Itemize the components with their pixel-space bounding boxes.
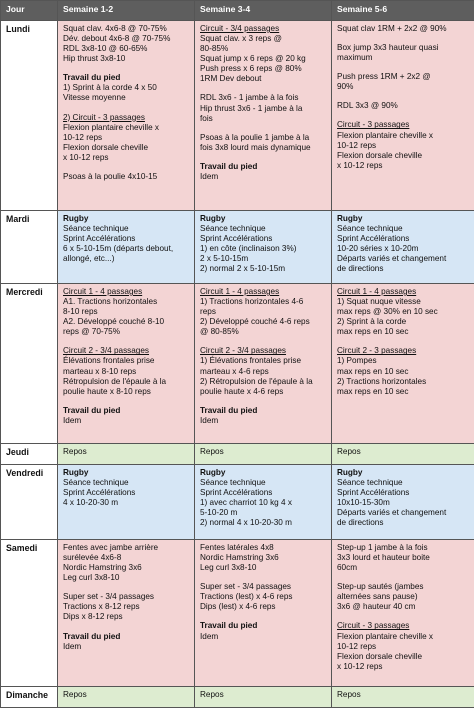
section-title: Rugby <box>200 214 226 223</box>
exercise-line: max reps en 10 sec <box>337 366 409 376</box>
exercise-line: 2) Tractions horizontales <box>337 376 427 386</box>
day-label: Dimanche <box>1 687 58 708</box>
table-row <box>1 284 474 444</box>
session-cell <box>332 211 474 284</box>
exercise-line: Hip thrust 3x6 - 1 jambe à la <box>200 103 303 113</box>
day-label: Vendredi <box>1 465 58 540</box>
exercise-line: Idem <box>200 415 219 425</box>
exercise-line: Super set - 3/4 passages <box>200 582 292 592</box>
session-cell <box>195 687 332 708</box>
section-title: Travail du pied <box>63 631 121 641</box>
header-week-3-4: Semaine 3-4 <box>195 1 332 21</box>
spacer <box>63 397 189 406</box>
section-title: Rugby <box>63 468 89 477</box>
exercise-line: Idem <box>63 641 82 651</box>
day-label: Mercredi <box>1 284 58 444</box>
exercise-line: Nordic Hamstring 3x6 <box>200 553 279 563</box>
exercise-line: Fentes latérales 4x8 <box>200 543 274 552</box>
table-row <box>1 444 474 465</box>
header-week-5-6: Semaine 5-6 <box>332 1 474 21</box>
spacer <box>63 104 189 113</box>
exercise-line: Séance technique <box>337 224 403 234</box>
section-title: Rugby <box>337 468 363 477</box>
exercise-line: Sprint Accélérations <box>337 488 410 498</box>
header-row <box>1 1 474 21</box>
spacer <box>63 623 189 632</box>
section-title: Rugby <box>63 214 89 223</box>
exercise-line: Fentes avec jambe arrière <box>63 543 159 552</box>
section-title: Rugby <box>337 214 363 223</box>
circuit-title: Circuit - 3 passages <box>337 621 410 631</box>
exercise-line: Step-up sautés (jambes <box>337 582 424 592</box>
exercise-line: 2) Rétropulsion de l'épaule à la <box>200 376 313 386</box>
exercise-line: 1) Sprint à la corde 4 x 50 <box>63 83 157 93</box>
exercise-line: x 10-12 reps <box>337 160 383 170</box>
exercise-line: @ 80-85% <box>200 327 239 337</box>
circuit-title: Circuit - 3 passages <box>337 120 410 130</box>
spacer <box>337 92 469 101</box>
session-cell <box>195 211 332 284</box>
exercise-line: 1) Squat nuque vitesse <box>337 297 421 307</box>
exercise-line: 2) Sprint à la corde <box>337 317 407 327</box>
session-cell <box>58 687 195 708</box>
exercise-line: Séance technique <box>63 224 129 234</box>
table-row <box>1 540 474 687</box>
session-cell <box>58 540 195 687</box>
exercise-line: Vitesse moyenne <box>63 93 126 103</box>
spacer <box>337 337 469 346</box>
circuit-title: Circuit 1 - 4 passages <box>63 287 143 296</box>
exercise-line: Séance technique <box>200 224 266 234</box>
exercise-line: max reps en 10 sec <box>337 327 409 337</box>
exercise-line: Repos <box>200 690 224 699</box>
spacer <box>200 84 326 93</box>
exercise-line: fois <box>200 113 213 123</box>
exercise-line: Séance technique <box>200 478 266 488</box>
exercise-line: 90% <box>337 82 354 92</box>
spacer <box>337 612 469 621</box>
spacer <box>200 612 326 621</box>
session-cell <box>195 284 332 444</box>
exercise-line: Flexion dorsale cheville <box>337 651 423 661</box>
exercise-line: Nordic Hamstring 3x6 <box>63 563 142 573</box>
exercise-line: x 10-12 reps <box>337 661 383 671</box>
exercise-line: 1) Tractions horizontales 4-6 <box>200 297 304 307</box>
exercise-line: 1) en côte (inclinaison 3%) <box>200 244 297 254</box>
exercise-line: 4 x 10-20-30 m <box>63 498 119 508</box>
exercise-line: RDL 3x8-10 @ 60-65% <box>63 44 148 54</box>
exercise-line: fois 3x8 lourd mais dynamique <box>200 142 311 152</box>
exercise-line: Push press 1RM + 2x2 @ <box>337 72 431 82</box>
circuit-title: Circuit 2 - 3/4 passages <box>63 346 150 356</box>
spacer <box>337 573 469 582</box>
exercise-line: Idem <box>63 415 82 425</box>
session-cell <box>332 21 474 211</box>
exercise-line: poulie haute x 8-10 reps <box>63 386 151 396</box>
exercise-line: Squat clav. 4x6-8 @ 70-75% <box>63 24 167 33</box>
exercise-line: Leg curl 3x8-10 <box>63 573 120 583</box>
exercise-line: 60cm <box>337 563 358 573</box>
exercise-line: Flexion plantaire cheville x <box>337 130 434 140</box>
session-cell <box>58 465 195 540</box>
spacer <box>200 337 326 346</box>
exercise-line: max reps en 10 sec <box>337 386 409 396</box>
section-title: Rugby <box>200 468 226 477</box>
header-week-1-2: Semaine 1-2 <box>58 1 195 21</box>
spacer <box>63 64 189 73</box>
exercise-line: Flexion dorsale cheville <box>337 150 423 160</box>
section-title: Travail du pied <box>63 405 121 415</box>
section-title: Travail du pied <box>200 161 258 171</box>
exercise-line: Dév. debout 4x6-8 @ 70-75% <box>63 34 171 44</box>
spacer <box>200 124 326 133</box>
exercise-line: max reps @ 30% en 10 sec <box>337 307 438 317</box>
session-cell <box>332 284 474 444</box>
exercise-line: 10-12 reps <box>337 140 377 150</box>
exercise-line: marteau x 4-6 reps <box>200 366 269 376</box>
exercise-line: Flexion plantaire cheville x <box>337 631 434 641</box>
exercise-line: Sprint Accélérations <box>337 234 410 244</box>
exercise-line: 10-20 séries x 10-20m <box>337 244 419 254</box>
session-cell <box>332 465 474 540</box>
day-label: Lundi <box>1 21 58 211</box>
exercise-line: Repos <box>63 690 87 699</box>
session-cell <box>195 465 332 540</box>
table-row <box>1 465 474 540</box>
spacer <box>337 34 469 43</box>
exercise-line: Sprint Accélérations <box>200 488 273 498</box>
exercise-line: 1) Élévations frontales prise <box>200 356 302 366</box>
exercise-line: Squat clav. x 3 reps @ <box>200 34 282 44</box>
exercise-line: Élévations frontales prise <box>63 356 155 366</box>
header-day: Jour <box>1 1 58 21</box>
exercise-line: Départs variés et changement <box>337 254 447 264</box>
exercise-line: Hip thrust 3x8-10 <box>63 54 126 64</box>
session-cell <box>332 687 474 708</box>
circuit-title: Circuit 1 - 4 passages <box>337 287 417 296</box>
exercise-line: Super set - 3/4 passages <box>63 592 155 602</box>
exercise-line: alternées sans pause) <box>337 592 418 602</box>
exercise-line: Repos <box>200 447 224 456</box>
exercise-line: Dips (lest) x 4-6 reps <box>200 602 276 612</box>
session-cell <box>195 540 332 687</box>
session-cell <box>195 444 332 465</box>
exercise-line: Sprint Accélérations <box>200 234 273 244</box>
circuit-title: Circuit - 3/4 passages <box>200 24 280 33</box>
exercise-line: 2 x 5-10-15m <box>200 254 249 264</box>
exercise-line: 2) normal 4 x 10-20-30 m <box>200 518 292 528</box>
circuit-title: Circuit 2 - 3 passages <box>337 346 417 356</box>
exercise-line: 3x6 @ hauteur 40 cm <box>337 602 416 612</box>
spacer <box>200 397 326 406</box>
exercise-line: 3x3 lourd et hauteur boite <box>337 553 430 563</box>
session-cell <box>58 21 195 211</box>
exercise-line: Idem <box>200 631 219 641</box>
exercise-line: Psoas à la poulie 4x10-15 <box>63 171 158 181</box>
exercise-line: 10x10-15-30m <box>337 498 390 508</box>
exercise-line: Flexion dorsale cheville <box>63 142 149 152</box>
exercise-line: Step-up 1 jambe à la fois <box>337 543 428 552</box>
spacer <box>63 337 189 346</box>
session-cell <box>332 444 474 465</box>
spacer <box>200 153 326 162</box>
exercise-line: RDL 3x6 - 1 jambe à la fois <box>200 93 299 103</box>
exercise-line: 5-10-20 m <box>200 508 238 518</box>
spacer <box>200 573 326 582</box>
session-cell <box>195 21 332 211</box>
exercise-line: Squat jump x 6 reps @ 20 kg <box>200 54 306 64</box>
exercise-line: Tractions (lest) x 4-6 reps <box>200 592 293 602</box>
exercise-line: 6 x 5-10-15m (départs debout, <box>63 244 174 254</box>
section-title: Travail du pied <box>200 621 258 631</box>
exercise-line: reps <box>200 307 216 317</box>
exercise-line: x 10-12 reps <box>63 152 109 162</box>
exercise-line: 80-85% <box>200 44 229 54</box>
exercise-line: 1RM Dev debout <box>200 74 262 84</box>
exercise-line: Séance technique <box>337 478 403 488</box>
exercise-line: Rétropulsion de l'épaule à la <box>63 376 167 386</box>
exercise-line: Séance technique <box>63 478 129 488</box>
section-title: Travail du pied <box>63 73 121 83</box>
spacer <box>63 163 189 172</box>
day-label: Jeudi <box>1 444 58 465</box>
exercise-line: RDL 3x3 @ 90% <box>337 101 398 111</box>
session-cell <box>58 284 195 444</box>
exercise-line: reps @ 70-75% <box>63 327 121 337</box>
exercise-line: marteau x 8-10 reps <box>63 366 137 376</box>
exercise-line: Repos <box>337 447 361 456</box>
exercise-line: Squat clav 1RM + 2x2 @ 90% <box>337 24 447 33</box>
exercise-line: Repos <box>337 690 361 699</box>
exercise-line: Idem <box>200 171 219 181</box>
exercise-line: Dips x 8-12 reps <box>63 612 123 622</box>
exercise-line: Sprint Accélérations <box>63 234 136 244</box>
exercise-line: 2) Développé couché 4-6 reps <box>200 317 310 327</box>
day-label: Samedi <box>1 540 58 687</box>
session-cell <box>332 540 474 687</box>
exercise-line: 2) normal 2 x 5-10-15m <box>200 264 286 274</box>
exercise-line: Tractions x 8-12 reps <box>63 602 140 612</box>
exercise-line: Box jump 3x3 hauteur quasi <box>337 43 439 53</box>
exercise-line: Repos <box>63 447 87 456</box>
exercise-line: allongé, etc...) <box>63 254 115 264</box>
exercise-line: surélevée 4x6-8 <box>63 553 122 563</box>
exercise-line: Leg curl 3x8-10 <box>200 563 257 573</box>
exercise-line: 10-12 reps <box>337 641 377 651</box>
exercise-line: Psoas à la poulie 1 jambe à la <box>200 132 310 142</box>
exercise-line: A2. Développé couché 8-10 <box>63 317 165 327</box>
exercise-line: Push press x 6 reps @ 80% <box>200 64 302 74</box>
circuit-title: 2) Circuit - 3 passages <box>63 112 145 122</box>
exercise-line: Flexion plantaire cheville x <box>63 122 160 132</box>
exercise-line: poulie haute x 4-6 reps <box>200 386 284 396</box>
exercise-line: maximum <box>337 53 373 63</box>
exercise-line: de directions <box>337 264 384 274</box>
circuit-title: Circuit 2 - 3/4 passages <box>200 346 287 356</box>
circuit-title: Circuit 1 - 4 passages <box>200 287 280 296</box>
spacer <box>337 111 469 120</box>
exercise-line: A1. Tractions horizontales <box>63 297 158 307</box>
exercise-line: de directions <box>337 518 384 528</box>
exercise-line: 10-12 reps <box>63 132 103 142</box>
exercise-line: 1) Pompes <box>337 356 377 366</box>
exercise-line: 1) avec charriot 10 kg 4 x <box>200 498 292 508</box>
session-cell <box>58 211 195 284</box>
spacer <box>63 583 189 592</box>
table-row <box>1 21 474 211</box>
session-cell <box>58 444 195 465</box>
table-row <box>1 687 474 708</box>
exercise-line: 8-10 reps <box>63 307 98 317</box>
day-label: Mardi <box>1 211 58 284</box>
table-row <box>1 211 474 284</box>
exercise-line: Sprint Accélérations <box>63 488 136 498</box>
exercise-line: Départs variés et changement <box>337 508 447 518</box>
section-title: Travail du pied <box>200 405 258 415</box>
spacer <box>337 63 469 72</box>
